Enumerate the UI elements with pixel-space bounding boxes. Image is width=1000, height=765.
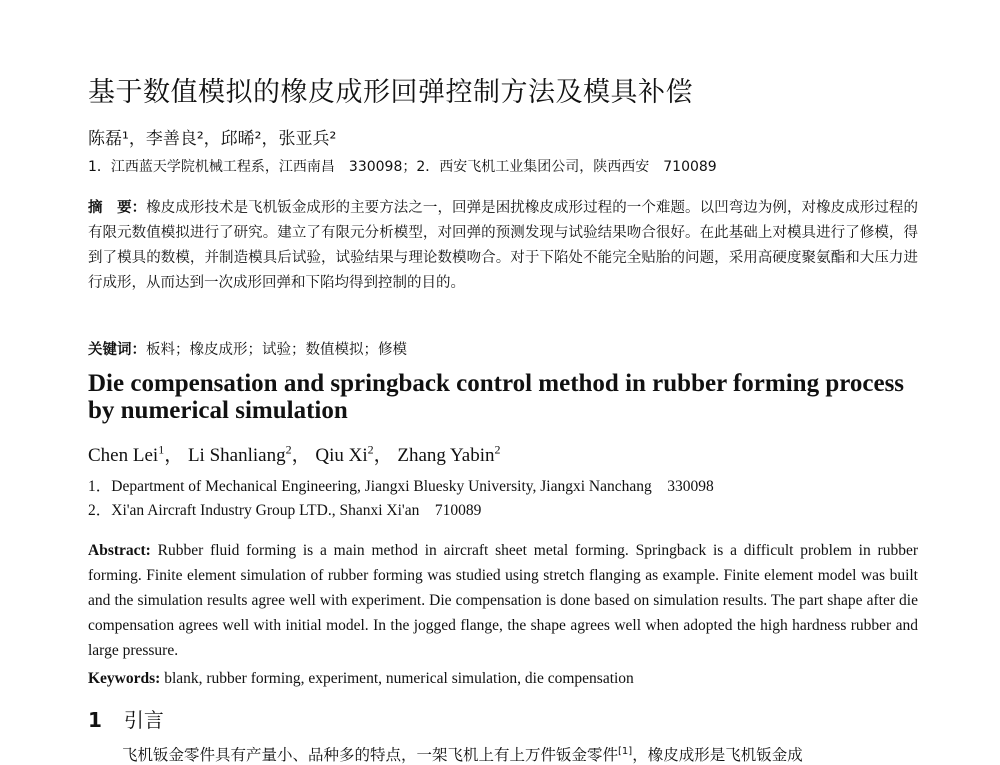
- body-paragraph-first-line: 飞机钣金零件具有产量小、品种多的特点，一架飞机上有上万件钣金零件[1]，橡皮成形是飞机钣金成: [122, 745, 803, 764]
- author-affiliation-mark: 2: [285, 442, 292, 457]
- chinese-abstract: [88, 196, 918, 296]
- chinese-abstract-text: 橡皮成形技术是飞机钣金成形的主要方法之一，回弹是困扰橡皮成形过程的一个难题。以凹弯边为例，对橡皮成形过程的有限元数值模拟进行了研究。建立了有限元分析模型，对回弹的预测发现与试验结果吻合很好。在此基础上对模具进行了修模，得到了模具的数模，并制造模具后试验，试验结果与理论数模吻合。对于下陷处不能完全贴胎的问题，采用高硬度聚氨酯和大压力进行成形，从而达到一次成形回弹和下陷均得到控制的目的。: [88, 200, 918, 291]
- chinese-abstract-label: 摘 要：: [88, 200, 147, 216]
- author-affiliation-mark: 2: [367, 442, 374, 457]
- english-keywords-label: Keywords:: [88, 670, 161, 687]
- english-authors: Chen Lei$^1$， Li Shanliang$^2$， Qiu Xi$^2$， Zhang Yabin$^2$: [88, 442, 501, 466]
- chinese-keywords: [88, 338, 407, 359]
- chinese-keywords-text: 板料；橡皮成形；试验；数值模拟；修模: [146, 342, 407, 358]
- citation-ref[interactable]: [1]: [618, 745, 633, 757]
- section-title: 引言: [123, 708, 164, 732]
- author-name: Zhang Yabin: [397, 445, 495, 466]
- chinese-authors: 陈磊¹，李善良²，邱晞²，张亚兵²: [88, 129, 337, 149]
- chinese-title: 基于数值模拟的橡皮成形回弹控制方法及模具补偿: [88, 77, 693, 108]
- english-abstract-label: Abstract:: [88, 542, 151, 559]
- english-keywords: [88, 670, 634, 688]
- english-affiliation-1: 1．Department of Mechanical Engineering, Jiangxi Bluesky University, Jiangxi Nanchang 330098: [88, 478, 714, 495]
- author-affiliation-mark: 1: [158, 442, 165, 457]
- chinese-affiliations: 1．江西蓝天学院机械工程系，江西南昌 330098；2．西安飞机工业集团公司，陕西西安 710089: [88, 159, 717, 175]
- author-name: Chen Lei: [88, 445, 159, 466]
- author-name: Qiu Xi: [315, 445, 368, 466]
- english-abstract: [88, 538, 918, 663]
- chinese-keywords-label: 关键词：: [88, 342, 146, 358]
- english-title: Die compensation and springback control method in rubber forming process by numerical simulation: [88, 370, 905, 424]
- author-affiliation-mark: 2: [494, 442, 501, 457]
- english-keywords-text: blank, rubber forming, experiment, numerical simulation, die compensation: [164, 670, 634, 687]
- english-abstract-text: Rubber fluid forming is a main method in aircraft sheet metal forming. Springback is a difficult problem in rubber forming. Finite element simulation of rubber forming was studied using stretch flanging as example. Finite element model was built and the simulation results agree well with experiment. Die compensation is done based on simulation results. The part shape after die compensation agrees well with initial model. In the jogged flange, the shape agrees well when adopted the high hardness rubber and large pressure.: [88, 542, 918, 659]
- section-heading: [88, 704, 164, 733]
- section-number: 1: [88, 708, 102, 732]
- english-affiliation-2: 2．Xi'an Aircraft Industry Group LTD., Shanxi Xi'an 710089: [88, 502, 482, 519]
- author-name: Li Shanliang: [187, 445, 286, 466]
